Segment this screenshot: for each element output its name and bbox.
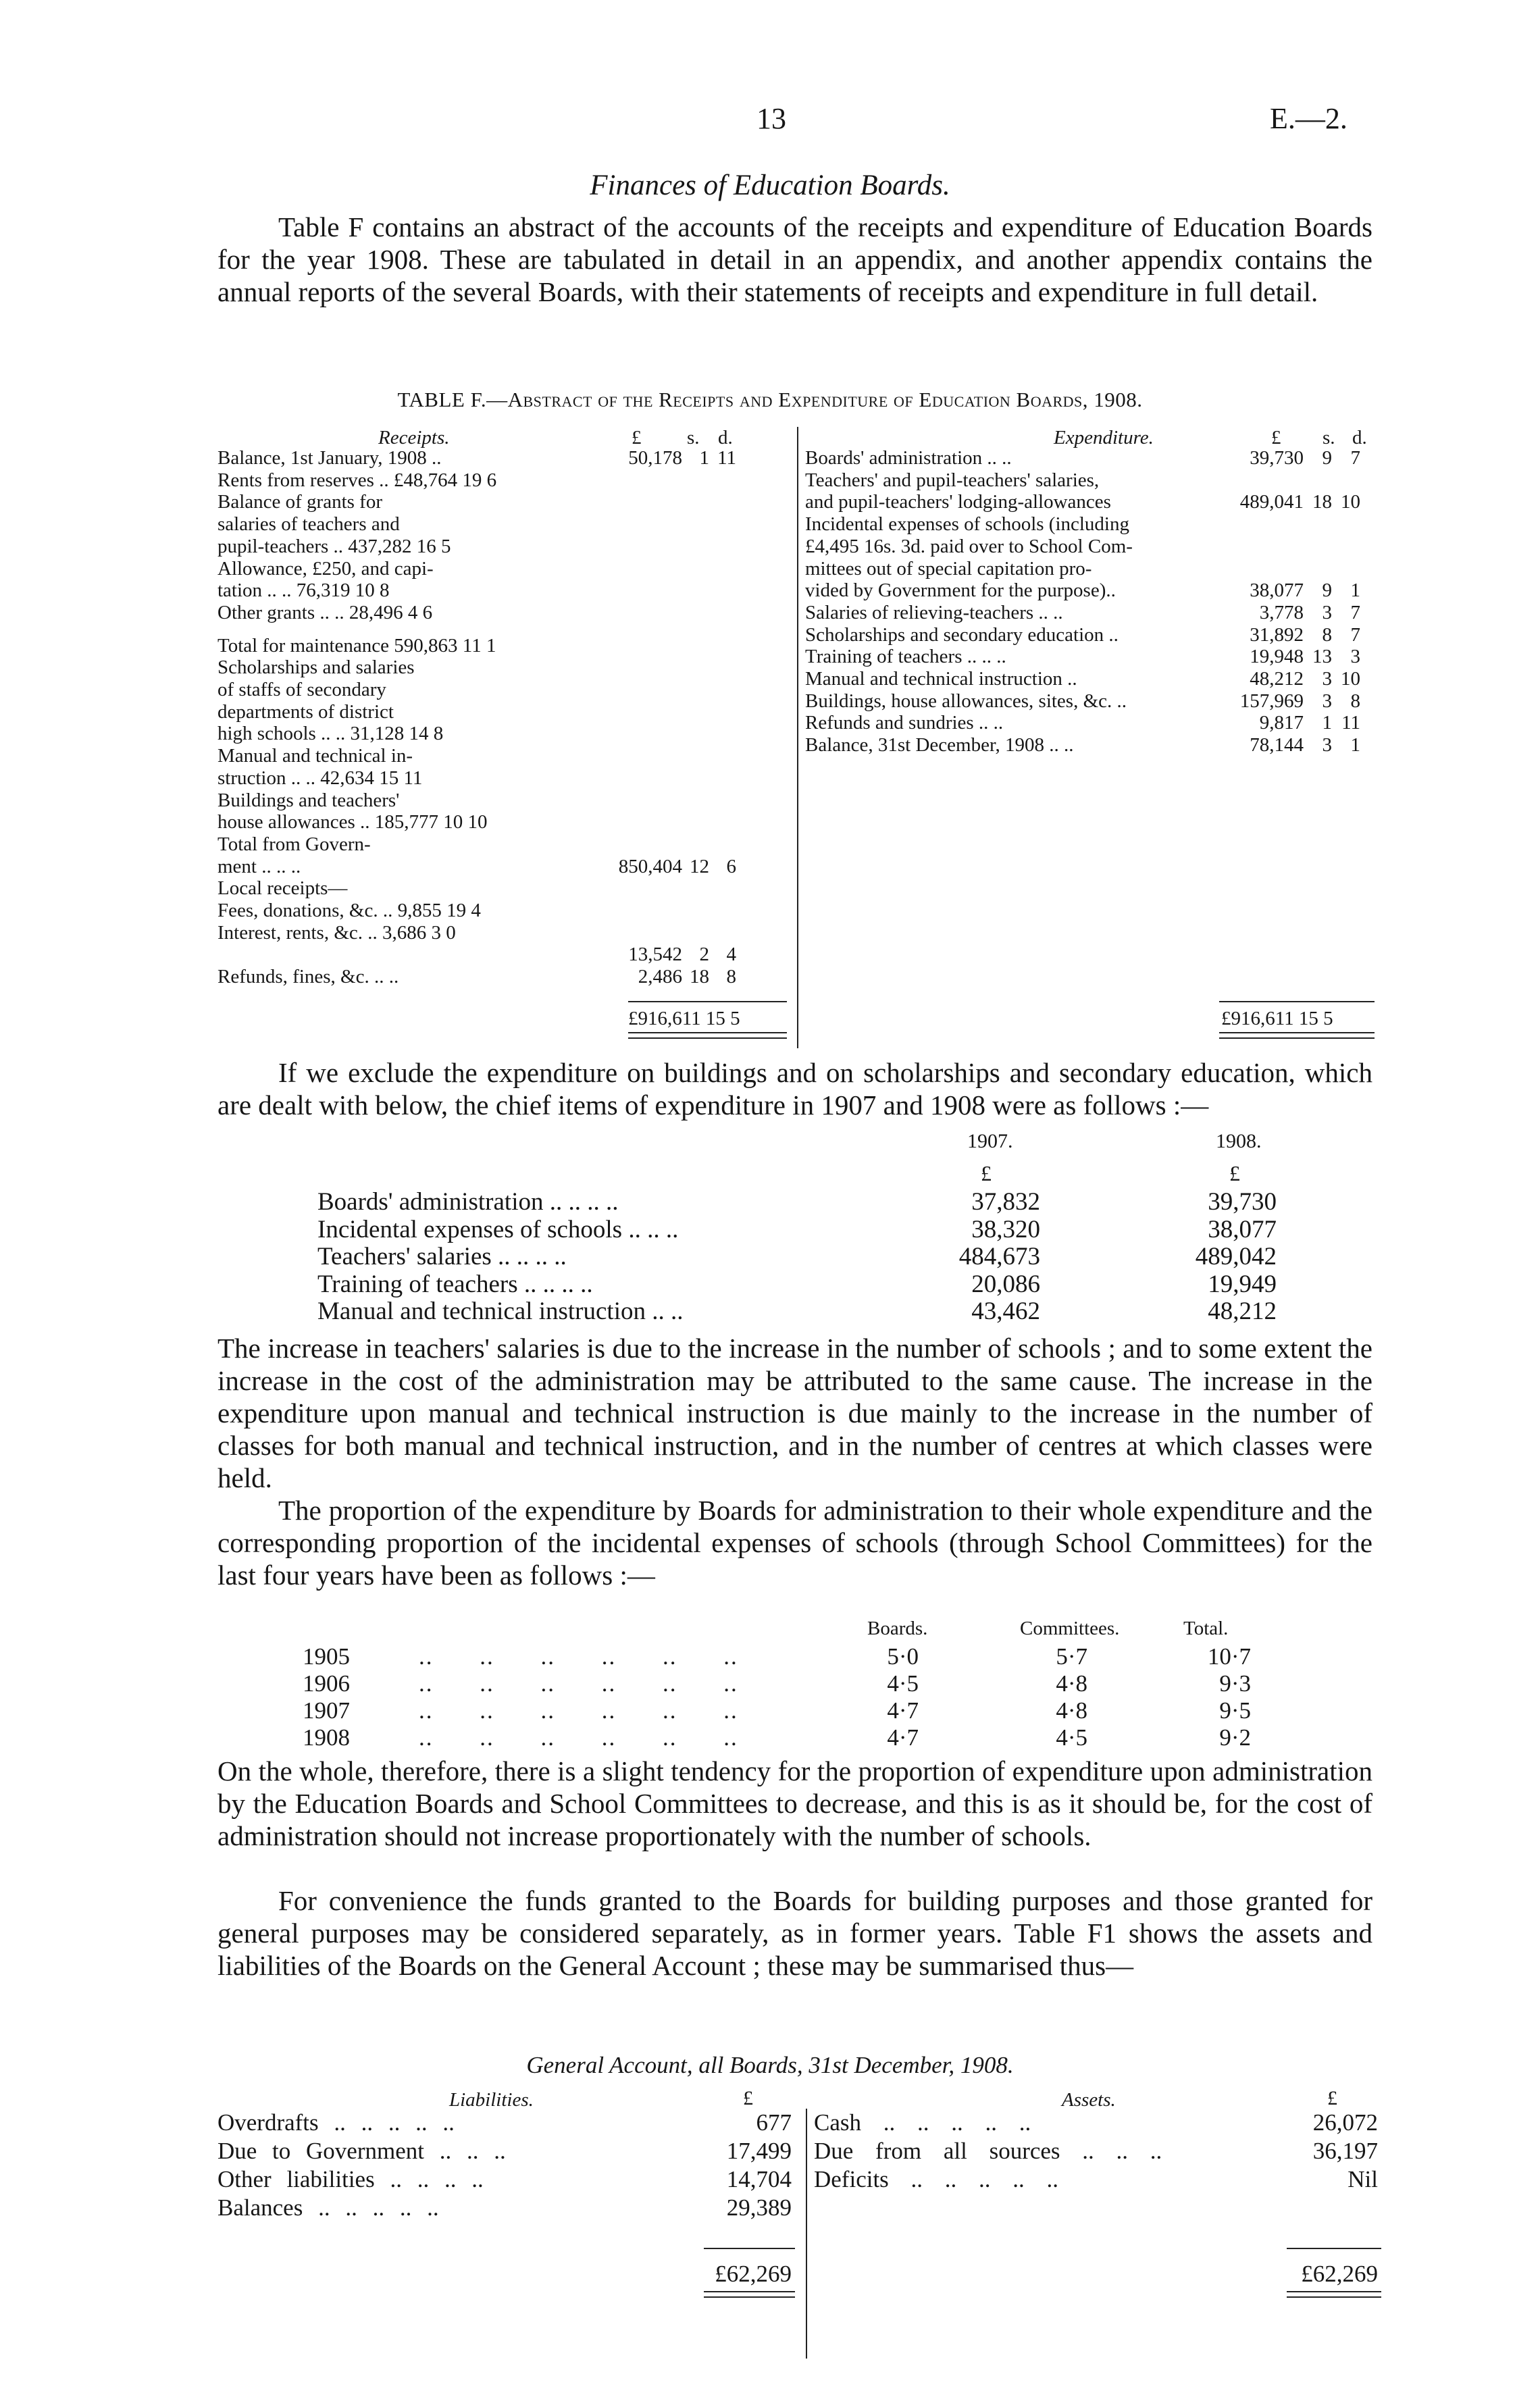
expenditure-row-shillings: 18 bbox=[1312, 491, 1332, 513]
items-year-1907: 1907. bbox=[967, 1130, 1013, 1152]
page-reference: E.—2. bbox=[1270, 102, 1348, 135]
receipts-row-label: Other grants .. .. 28,496 4 6 bbox=[217, 602, 433, 623]
liabilities-row-value: 677 bbox=[756, 2109, 792, 2136]
expenditure-row-label: £4,495 16s. 3d. paid over to School Com- bbox=[805, 536, 1133, 557]
expenditure-col-pound: £ bbox=[1271, 427, 1281, 448]
expenditure-row-shillings: 9 bbox=[1322, 447, 1332, 469]
general-account-divider bbox=[806, 2109, 807, 2359]
receipts-row-label: departments of district bbox=[217, 701, 394, 723]
liabilities-double-rule-2 bbox=[704, 2296, 795, 2298]
paragraph-exclude: If we exclude the expenditure on buildings and on scholarships and secondary education, which are dealt with below, the chief items of expenditure in 1907 and 1908 were as follows :— bbox=[217, 1057, 1372, 1121]
receipts-row-label: Refunds, fines, &c. .. .. bbox=[217, 966, 399, 987]
proportion-row-committees: 4·8 bbox=[1056, 1697, 1087, 1724]
expenditure-row-pence: 1 bbox=[1350, 734, 1360, 756]
table-f-title: TABLE F.—Abstract of the Receipts and Expenditure of Education Boards, 1908. bbox=[397, 388, 1143, 411]
assets-unit: £ bbox=[1327, 2087, 1337, 2109]
receipts-row-label: tation .. .. 76,319 10 8 bbox=[217, 580, 390, 601]
items-row-label: Training of teachers .. .. .. .. bbox=[317, 1270, 593, 1298]
items-row-1907: 38,320 bbox=[971, 1216, 1040, 1243]
expenditure-row-shillings: 13 bbox=[1312, 646, 1332, 667]
expenditure-row-pounds: 31,892 bbox=[1250, 624, 1304, 646]
expenditure-row-pounds: 38,077 bbox=[1250, 580, 1304, 601]
assets-row-label: Cash .. .. .. .. .. bbox=[814, 2109, 1031, 2136]
expenditure-row-pounds: 19,948 bbox=[1250, 646, 1304, 667]
expenditure-row-pence: 7 bbox=[1350, 624, 1360, 646]
receipts-row-label: Rents from reserves .. £48,764 19 6 bbox=[217, 469, 497, 491]
proportion-row-dots: .. .. .. .. .. .. bbox=[419, 1670, 738, 1697]
receipts-row-label: Manual and technical in- bbox=[217, 745, 413, 767]
assets-double-rule-2 bbox=[1287, 2296, 1381, 2298]
receipts-row-shillings: 12 bbox=[690, 856, 709, 877]
assets-total: £62,269 bbox=[1301, 2261, 1378, 2287]
items-row-label: Incidental expenses of schools .. .. .. bbox=[317, 1216, 679, 1243]
assets-row-label: Due from all sources .. .. .. bbox=[814, 2138, 1162, 2164]
receipts-col-d: d. bbox=[718, 427, 733, 448]
proportion-row-boards: 4·7 bbox=[887, 1697, 919, 1724]
expenditure-row-pounds: 489,041 bbox=[1239, 491, 1304, 513]
receipts-row-pounds: 2,486 bbox=[638, 966, 682, 987]
receipts-row-label: Allowance, £250, and capi- bbox=[217, 558, 434, 580]
expenditure-row-pounds: 78,144 bbox=[1250, 734, 1304, 756]
items-row-1907: 43,462 bbox=[971, 1297, 1040, 1325]
items-row-1908: 48,212 bbox=[1208, 1297, 1277, 1325]
items-row-1908: 19,949 bbox=[1208, 1270, 1277, 1298]
proportion-header-committees: Committees. bbox=[1020, 1618, 1120, 1639]
receipts-row-label: Total from Govern- bbox=[217, 833, 371, 855]
expenditure-row-label: Teachers' and pupil-teachers' salaries, bbox=[805, 469, 1100, 491]
proportion-row-committees: 4·8 bbox=[1056, 1670, 1087, 1697]
receipts-row-shillings: 1 bbox=[699, 447, 709, 469]
expenditure-row-pounds: 39,730 bbox=[1250, 447, 1304, 469]
proportion-row-total: 9·2 bbox=[1219, 1724, 1251, 1751]
receipts-row-label: Buildings and teachers' bbox=[217, 790, 400, 811]
expenditure-row-pence: 8 bbox=[1350, 690, 1360, 712]
expenditure-row-shillings: 9 bbox=[1322, 580, 1332, 601]
receipts-row-pence: 6 bbox=[726, 856, 736, 877]
liabilities-heading: Liabilities. bbox=[449, 2089, 534, 2111]
expenditure-row-label: Scholarships and secondary education .. bbox=[805, 624, 1119, 646]
expenditure-row-pounds: 157,969 bbox=[1239, 690, 1304, 712]
expenditure-row-pence: 10 bbox=[1341, 491, 1360, 513]
expenditure-row-label: Boards' administration .. .. bbox=[805, 447, 1012, 469]
expenditure-row-shillings: 3 bbox=[1322, 690, 1332, 712]
receipts-row-shillings: 2 bbox=[699, 944, 709, 965]
proportion-row-boards: 4·5 bbox=[887, 1670, 919, 1697]
expenditure-row-label: Training of teachers .. .. .. bbox=[805, 646, 1006, 667]
receipts-col-pound: £ bbox=[632, 427, 642, 448]
items-row-1907: 20,086 bbox=[971, 1270, 1040, 1298]
items-unit-1908: £ bbox=[1229, 1161, 1240, 1185]
proportion-row-total: 10·7 bbox=[1207, 1643, 1251, 1670]
receipts-row-label: struction .. .. 42,634 15 11 bbox=[217, 767, 423, 789]
liabilities-row-label: Balances .. .. .. .. .. bbox=[217, 2194, 439, 2221]
receipts-total: £916,611 15 5 bbox=[628, 1008, 740, 1029]
expenditure-row-label: Manual and technical instruction .. bbox=[805, 668, 1077, 690]
expenditure-row-label: Salaries of relieving-teachers .. .. bbox=[805, 602, 1063, 623]
expenditure-row-pence: 1 bbox=[1350, 580, 1360, 601]
receipts-row-label: Interest, rents, &c. .. 3,686 3 0 bbox=[217, 922, 456, 944]
receipts-row-label: Total for maintenance 590,863 11 1 bbox=[217, 635, 496, 657]
receipts-row-pounds: 850,404 bbox=[618, 856, 682, 877]
receipts-row-label: Balance, 1st January, 1908 .. bbox=[217, 447, 442, 469]
receipts-row-label: house allowances .. 185,777 10 10 bbox=[217, 811, 488, 833]
liabilities-row-value: 14,704 bbox=[726, 2166, 792, 2192]
liabilities-unit: £ bbox=[743, 2087, 753, 2109]
items-row-1908: 39,730 bbox=[1208, 1188, 1277, 1216]
liabilities-double-rule-1 bbox=[704, 2291, 795, 2292]
paragraph-whole: On the whole, therefore, there is a slight tendency for the proportion of expenditure upon administration by the Education Boards and School Committees to decrease, and this is as it should be, for the cost of administration should not increase proportionately with the number of schools. bbox=[217, 1755, 1372, 1851]
liabilities-row-label: Other liabilities .. .. .. .. bbox=[217, 2166, 484, 2192]
proportion-row-year: 1905 bbox=[303, 1643, 350, 1670]
proportion-header-total: Total. bbox=[1183, 1618, 1229, 1639]
assets-total-rule bbox=[1287, 2248, 1381, 2249]
receipts-row-label: Balance of grants for bbox=[217, 491, 382, 513]
paragraph-increase: The increase in teachers' salaries is due to the increase in the number of schools ; and to some extent the increase in the cost of the administration may be attributed to the same cause. The increase in the expenditure upon manual and technical instruction is due mainly to the increase in the number of classes for both manual and technical instruction, and in the number of centres at which classes were held. bbox=[217, 1333, 1372, 1493]
general-account-title: General Account, all Boards, 31st December, 1908. bbox=[526, 2052, 1014, 2078]
liabilities-row-value: 29,389 bbox=[726, 2194, 792, 2221]
assets-row-value: Nil bbox=[1348, 2166, 1378, 2192]
proportion-row-year: 1906 bbox=[303, 1670, 350, 1697]
items-year-1908: 1908. bbox=[1216, 1130, 1262, 1152]
receipts-row-shillings: 18 bbox=[690, 966, 709, 987]
expenditure-row-label: and pupil-teachers' lodging-allowances bbox=[805, 491, 1111, 513]
paragraph-convenience: For convenience the funds granted to the Boards for building purposes and those granted for general purposes may be considered separately, as in former years. Table F1 shows the assets and liabilities of the Boards on the General Account ; these may be summarised thus— bbox=[217, 1885, 1372, 1981]
expenditure-row-label: mittees out of special capitation pro- bbox=[805, 558, 1092, 580]
proportion-header-boards: Boards. bbox=[867, 1618, 928, 1639]
section-title: Finances of Education Boards. bbox=[590, 170, 950, 201]
proportion-row-total: 9·3 bbox=[1219, 1670, 1251, 1697]
expenditure-row-label: Incidental expenses of schools (including bbox=[805, 513, 1129, 535]
expenditure-row-label: Balance, 31st December, 1908 .. .. bbox=[805, 734, 1074, 756]
assets-heading: Assets. bbox=[1062, 2089, 1116, 2111]
liabilities-row-label: Due to Government .. .. .. bbox=[217, 2138, 506, 2164]
receipts-row-label: salaries of teachers and bbox=[217, 513, 400, 535]
expenditure-row-shillings: 8 bbox=[1322, 624, 1332, 646]
liabilities-row-label: Overdrafts .. .. .. .. .. bbox=[217, 2109, 455, 2136]
expenditure-total: £916,611 15 5 bbox=[1221, 1008, 1333, 1029]
expenditure-row-pence: 3 bbox=[1350, 646, 1360, 667]
expenditure-row-label: Refunds and sundries .. .. bbox=[805, 712, 1004, 734]
receipts-row-label: Scholarships and salaries bbox=[217, 657, 415, 678]
expenditure-heading: Expenditure. bbox=[1054, 427, 1154, 448]
proportion-row-committees: 5·7 bbox=[1056, 1643, 1087, 1670]
expenditure-row-shillings: 3 bbox=[1322, 602, 1332, 623]
receipts-row-label: ment .. .. .. bbox=[217, 856, 301, 877]
receipts-row-pence: 8 bbox=[726, 966, 736, 987]
items-unit-1907: £ bbox=[981, 1161, 992, 1185]
receipts-row-pence: 11 bbox=[717, 447, 736, 469]
expenditure-row-label: vided by Government for the purpose).. bbox=[805, 580, 1116, 601]
liabilities-row-value: 17,499 bbox=[726, 2138, 792, 2164]
proportion-row-dots: .. .. .. .. .. .. bbox=[419, 1643, 738, 1670]
expenditure-row-pounds: 48,212 bbox=[1250, 668, 1304, 690]
items-row-label: Boards' administration .. .. .. .. bbox=[317, 1188, 619, 1216]
proportion-row-committees: 4·5 bbox=[1056, 1724, 1087, 1751]
paragraph-proportion: The proportion of the expenditure by Boards for administration to their whole expenditure and the corresponding proportion of the incidental expenses of schools (through School Committees) for the last four years have been as follows :— bbox=[217, 1495, 1372, 1591]
expenditure-row-pence: 7 bbox=[1350, 602, 1360, 623]
items-row-1907: 37,832 bbox=[971, 1188, 1040, 1216]
receipts-row-pence: 4 bbox=[726, 944, 736, 965]
expenditure-row-shillings: 1 bbox=[1322, 712, 1332, 734]
expenditure-row-pence: 11 bbox=[1341, 712, 1360, 734]
expenditure-row-shillings: 3 bbox=[1322, 668, 1332, 690]
expenditure-row-pence: 10 bbox=[1341, 668, 1360, 690]
receipts-row-label: Fees, donations, &c. .. 9,855 19 4 bbox=[217, 900, 481, 921]
items-row-1907: 484,673 bbox=[958, 1243, 1040, 1270]
expenditure-row-shillings: 3 bbox=[1322, 734, 1332, 756]
expenditure-row-label: Buildings, house allowances, sites, &c. .. bbox=[805, 690, 1127, 712]
receipts-row-label: pupil-teachers .. 437,282 16 5 bbox=[217, 536, 451, 557]
page-number: 13 bbox=[756, 102, 786, 135]
assets-row-label: Deficits .. .. .. .. .. bbox=[814, 2166, 1059, 2192]
items-row-label: Manual and technical instruction .. .. bbox=[317, 1297, 684, 1325]
liabilities-total-rule bbox=[704, 2248, 795, 2249]
liabilities-total: £62,269 bbox=[715, 2261, 792, 2287]
expenditure-col-d: d. bbox=[1352, 427, 1367, 448]
expenditure-row-pounds: 3,778 bbox=[1259, 602, 1304, 623]
proportion-row-year: 1908 bbox=[303, 1724, 350, 1751]
expenditure-row-pence: 7 bbox=[1350, 447, 1360, 469]
proportion-row-total: 9·5 bbox=[1219, 1697, 1251, 1724]
items-row-label: Teachers' salaries .. .. .. .. bbox=[317, 1243, 567, 1270]
receipts-row-label: of staffs of secondary bbox=[217, 679, 386, 700]
items-row-1908: 489,042 bbox=[1195, 1243, 1277, 1270]
receipts-row-pounds: 50,178 bbox=[628, 447, 682, 469]
receipts-row-label: Local receipts— bbox=[217, 877, 348, 899]
expenditure-row-pounds: 9,817 bbox=[1259, 712, 1304, 734]
receipts-row-label: high schools .. .. 31,128 14 8 bbox=[217, 723, 444, 744]
expenditure-col-s: s. bbox=[1323, 427, 1335, 448]
assets-row-value: 36,197 bbox=[1312, 2138, 1378, 2164]
receipts-col-s: s. bbox=[687, 427, 700, 448]
assets-double-rule-1 bbox=[1287, 2291, 1381, 2292]
assets-row-value: 26,072 bbox=[1312, 2109, 1378, 2136]
receipts-heading: Receipts. bbox=[378, 427, 450, 448]
proportion-row-dots: .. .. .. .. .. .. bbox=[419, 1724, 738, 1751]
intro-paragraph: Table F contains an abstract of the accounts of the receipts and expenditure of Education Boards for the year 1908. These are tabulated in detail in an appendix, and another appendix contains the annual reports of the several Boards, with their statements of receipts and expenditure in full detail. bbox=[217, 211, 1372, 307]
proportion-row-boards: 4·7 bbox=[887, 1724, 919, 1751]
proportion-row-year: 1907 bbox=[303, 1697, 350, 1724]
receipts-row-pounds: 13,542 bbox=[628, 944, 682, 965]
proportion-row-dots: .. .. .. .. .. .. bbox=[419, 1697, 738, 1724]
items-row-1908: 38,077 bbox=[1208, 1216, 1277, 1243]
proportion-row-boards: 5·0 bbox=[887, 1643, 919, 1670]
